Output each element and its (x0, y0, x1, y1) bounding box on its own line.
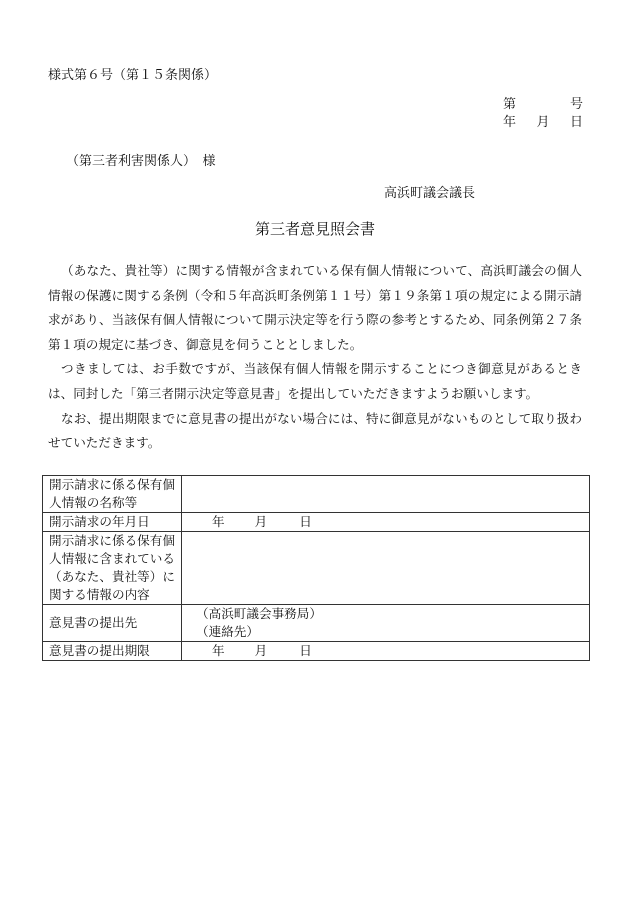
date-year-label: 年 (503, 115, 517, 130)
document-date-line (503, 114, 583, 132)
addressee: （第三者利害関係人） 様 (66, 154, 216, 169)
body-text (48, 259, 582, 456)
date-day-label: 日 (299, 514, 312, 529)
table-row (43, 476, 590, 513)
row-label: 意見書の提出先 (43, 605, 182, 642)
date-month-label: 月 (536, 115, 550, 130)
info-table (42, 475, 590, 661)
document-title: 第三者意見照会書 (254, 220, 375, 238)
row-value-submission (182, 605, 590, 642)
row-label: 開示請求に係る保有個人情報に含まれている（あなた、貴社等）に関する情報の内容 (43, 532, 182, 605)
document-number-line (503, 96, 583, 114)
body-paragraph: なお、提出期限までに意見書の提出がない場合には、特に御意見がないものとして取り扱わせていただきます。 (48, 410, 582, 451)
body-paragraph: （あなた、貴社等）に関する情報が含まれている保有個人情報について、高浜町議会の個人情報の保護に関する条例（令和５年高浜町条例第１１号）第１９条第１項の規定による開示請求があり、当該保有個人情報について開示決定等を行う際の参考とするため、同条例第２７条第１項の規定に基づき、御意見を伺うこととしました。 (48, 263, 582, 352)
body-paragraph: つきましては、お手数ですが、当該保有個人情報を開示することにつき御意見があるときは、同封した「第三者開示決定等意見書」を提出していただきますようお願いします。 (48, 361, 582, 401)
form-number-label: 様式第６号（第１５条関係） (48, 68, 218, 83)
row-value (182, 532, 590, 605)
document-number-date-block (503, 96, 583, 132)
table-row (43, 513, 590, 532)
date-day-label: 日 (299, 643, 312, 658)
row-label: 意見書の提出期限 (43, 642, 182, 661)
row-value-date (182, 513, 590, 532)
doc-number-prefix: 第 (503, 97, 517, 112)
table-row (43, 532, 590, 605)
date-month-label: 月 (254, 643, 268, 658)
row-value (182, 476, 590, 513)
submission-contact: （連絡先） (196, 624, 259, 639)
table-row (43, 605, 590, 642)
date-month-label: 月 (254, 514, 268, 529)
row-value-date (182, 642, 590, 661)
row-label: 開示請求に係る保有個人情報の名称等 (43, 476, 182, 513)
date-day-label: 日 (569, 115, 583, 130)
submission-office: （高浜町議会事務局） (196, 606, 322, 621)
date-year-label: 年 (212, 514, 225, 529)
sender: 高浜町議会議長 (384, 186, 476, 201)
date-year-label: 年 (212, 643, 225, 658)
row-label: 開示請求の年月日 (43, 513, 182, 532)
table-row (43, 642, 590, 661)
doc-number-suffix: 号 (569, 97, 583, 112)
